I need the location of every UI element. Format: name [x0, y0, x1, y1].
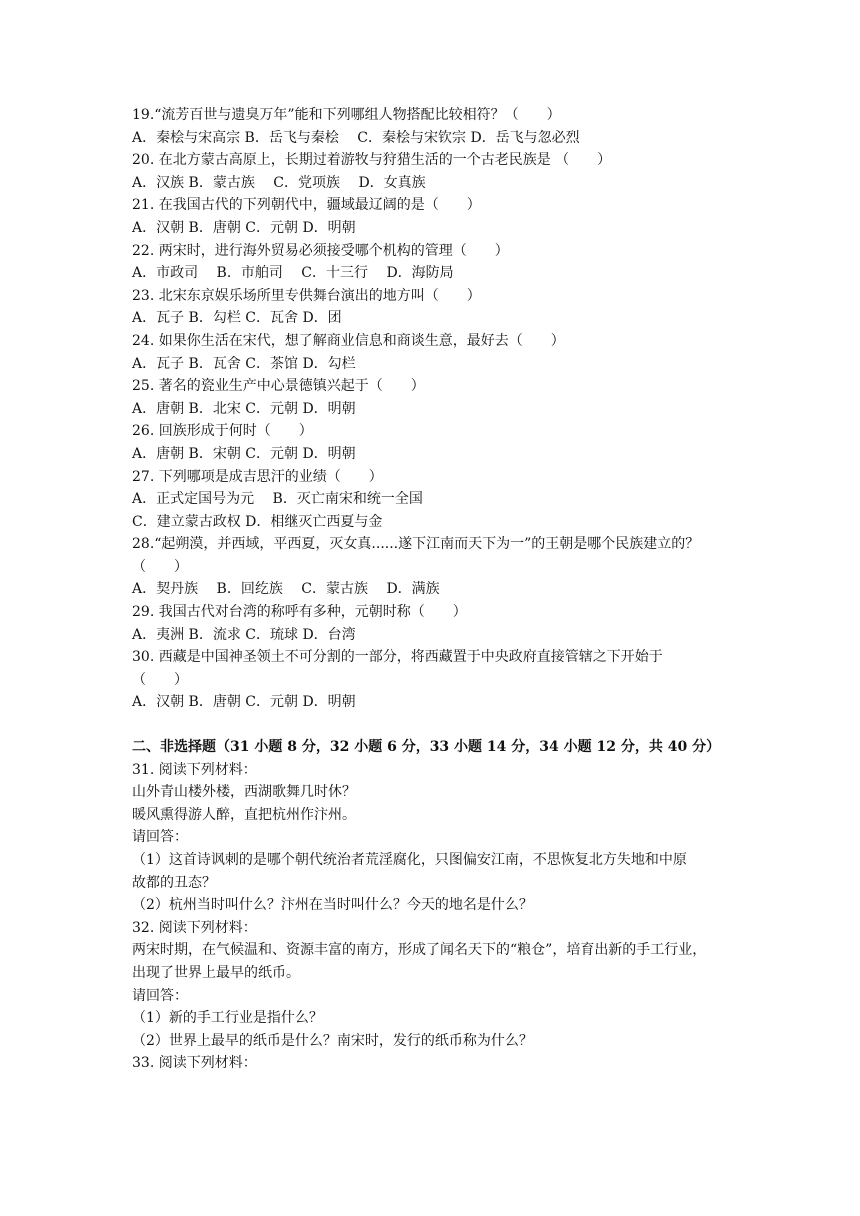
question-26-options: A．唐朝 B．宋朝 C．元朝 D．明朝 — [132, 445, 356, 462]
question-24: 24. 如果你生活在宋代，想了解商业信息和商谈生意，最好去（ ） — [132, 332, 565, 349]
question-21-options: A．汉朝 B．唐朝 C．元朝 D．明朝 — [132, 219, 356, 236]
question-23-options: A．瓦子 B．勾栏 C．瓦舍 D．团 — [132, 310, 342, 327]
question-27-options-row2: C．建立蒙古政权 D．相继灭亡西夏与金 — [132, 513, 383, 530]
question-29-options: A．夷洲 B．流求 C．琉球 D．台湾 — [132, 626, 356, 643]
question-24-options: A．瓦子 B．瓦舍 C．茶馆 D．勾栏 — [132, 355, 356, 372]
question-33-intro: 33. 阅读下列材料： — [132, 1055, 257, 1072]
question-23: 23. 北宋东京娱乐场所里专供舞台演出的地方叫（ ） — [132, 287, 481, 304]
exam-content — [132, 104, 732, 1075]
question-25-options: A．唐朝 B．北宋 C．元朝 D．明朝 — [132, 400, 356, 417]
question-29: 29. 我国古代对台湾的称呼有多种，元朝时称（ ） — [132, 604, 467, 621]
question-28-options: A．契丹族 B．回纥族 C．蒙古族 D．满族 — [132, 581, 440, 598]
question-22-options: A．市政司 B．市舶司 C．十三行 D．海防局 — [132, 265, 454, 282]
poem-line-1: 山外青山楼外楼，西湖歌舞几时休？ — [132, 784, 356, 801]
question-28: 28.“起朔漠，并西域，平西夏，灭女真......遂下江南而天下为一”的王朝是哪个民族建立的？ — [132, 536, 700, 553]
question-32-sub2: （2）世界上最早的纸币是什么？南宋时，发行的纸币称为什么？ — [132, 1032, 533, 1049]
question-20: 20. 在北方蒙古高原上，长期过着游牧与狩猎生活的一个古老民族是 （ ） — [132, 152, 612, 169]
question-30-blank: （ ） — [132, 671, 188, 688]
question-28-blank: （ ） — [132, 558, 188, 575]
question-32-intro: 32. 阅读下列材料： — [132, 919, 257, 936]
question-26: 26. 回族形成于何时（ ） — [132, 423, 313, 440]
question-21: 21. 在我国古代的下列朝代中，疆域最辽阔的是（ ） — [132, 197, 481, 214]
question-20-options: A．汉族 B．蒙古族 C．党项族 D．女真族 — [132, 174, 426, 191]
question-27-options-row1: A．正式定国号为元 B．灭亡南宋和统一全国 — [132, 491, 423, 508]
question-27: 27. 下列哪项是成吉思汗的业绩（ ） — [132, 468, 383, 485]
question-31-sub1: （1）这首诗讽刺的是哪个朝代统治者荒淫腐化，只图偏安江南，不思恢复北方失地和中原 — [132, 852, 687, 868]
question-32-material-1: 两宋时期，在气候温和、资源丰富的南方，形成了闻名天下的“粮仓”，培育出新的手工行业， — [132, 942, 707, 959]
question-25: 25. 著名的瓷业生产中心景德镇兴起于（ ） — [132, 378, 425, 395]
question-31-sub1-cont: 故都的丑态？ — [132, 874, 216, 891]
question-31-sub2: （2）杭州当时叫什么？汴州在当时叫什么？今天的地名是什么？ — [132, 897, 533, 914]
answer-prompt: 请回答： — [132, 829, 188, 846]
question-30-options: A．汉朝 B．唐朝 C．元朝 D．明朝 — [132, 694, 356, 711]
question-32-material-2: 出现了世界上最早的纸币。 — [132, 964, 300, 981]
question-31-intro: 31. 阅读下列材料： — [132, 761, 257, 778]
section-heading: 二、非选择题（31 小题 8 分，32 小题 6 分，33 小题 14 分，34 小题 12 分，共 40 分） — [132, 739, 721, 756]
answer-prompt: 请回答： — [132, 987, 188, 1004]
question-22: 22. 两宋时，进行海外贸易必须接受哪个机构的管理（ ） — [132, 242, 509, 259]
question-32-sub1: （1）新的手工行业是指什么？ — [132, 1010, 323, 1027]
section-gap — [132, 714, 732, 736]
question-19: 19.“流芳百世与遗臭万年”能和下列哪组人物搭配比较相符？（ ） — [132, 107, 561, 123]
question-19-options: A．秦桧与宋高宗 B．岳飞与秦桧 C．秦桧与宋钦宗 D．岳飞与忽必烈 — [132, 129, 580, 146]
question-30: 30. 西藏是中国神圣领土不可分割的一部分，将西藏置于中央政府直接管辖之下开始于 — [132, 649, 663, 666]
poem-line-2: 暖风熏得游人醉，直把杭州作汴州。 — [132, 806, 356, 823]
